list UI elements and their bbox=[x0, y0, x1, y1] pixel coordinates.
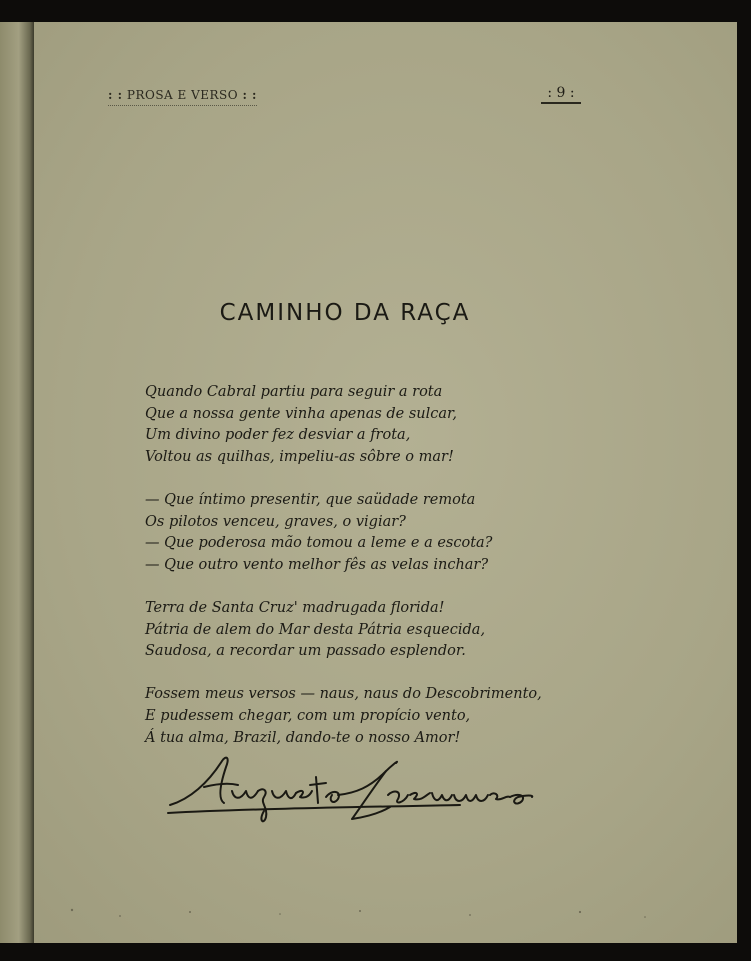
poem-line: Quando Cabral partiu para seguir a rota bbox=[145, 384, 443, 400]
poem-line: Saudosa, a recordar um passado esplendor. bbox=[145, 643, 466, 660]
paper-speckle bbox=[60, 902, 660, 922]
book-page bbox=[0, 22, 737, 943]
poem-title: CAMINHO DA RAÇA bbox=[219, 300, 471, 326]
poem-body bbox=[145, 382, 565, 771]
poem-line: — Que íntimo presentir, que saüdade remota bbox=[145, 491, 476, 508]
poem-line: — Que poderosa mão tomou a leme e a escota? bbox=[145, 535, 493, 552]
poem-line: Fossem meus versos — naus, naus do Descobrimento, bbox=[145, 686, 542, 703]
stanza-2 bbox=[145, 490, 565, 576]
stanza-3 bbox=[145, 598, 565, 663]
stanza-1 bbox=[145, 382, 565, 468]
poem-line: Que a nossa gente vinha apenas de sulcar, bbox=[145, 405, 457, 422]
header-title: PROSA E VERSO bbox=[126, 88, 239, 102]
poem-line: Os pilotos venceu, graves, o vigiar? bbox=[145, 513, 406, 530]
handwritten-signature bbox=[160, 747, 550, 832]
running-header bbox=[108, 88, 257, 106]
header-dots-right: : : bbox=[242, 88, 257, 102]
stanza-4 bbox=[145, 684, 565, 749]
book-spine bbox=[0, 22, 34, 943]
page-number: : 9 : bbox=[541, 85, 581, 104]
poem-line: Um divino poder fez desviar a frota, bbox=[145, 427, 411, 444]
poem-line: E pudessem chegar, com um propício vento, bbox=[145, 707, 471, 724]
poem-line: Pátria de alem do Mar desta Pátria esquecida, bbox=[145, 621, 486, 638]
poem-line: Á tua alma, Brazil, dando-te o nosso Amor! bbox=[145, 729, 461, 746]
poem-line: Voltou as quilhas, impeliu-as sôbre o mar! bbox=[145, 448, 454, 465]
poem-line: Terra de Santa Cruz' madrugada florida! bbox=[145, 599, 445, 616]
poem-line: — Que outro vento melhor fês as velas inchar? bbox=[145, 556, 489, 573]
header-dots-left: : : bbox=[108, 88, 123, 102]
